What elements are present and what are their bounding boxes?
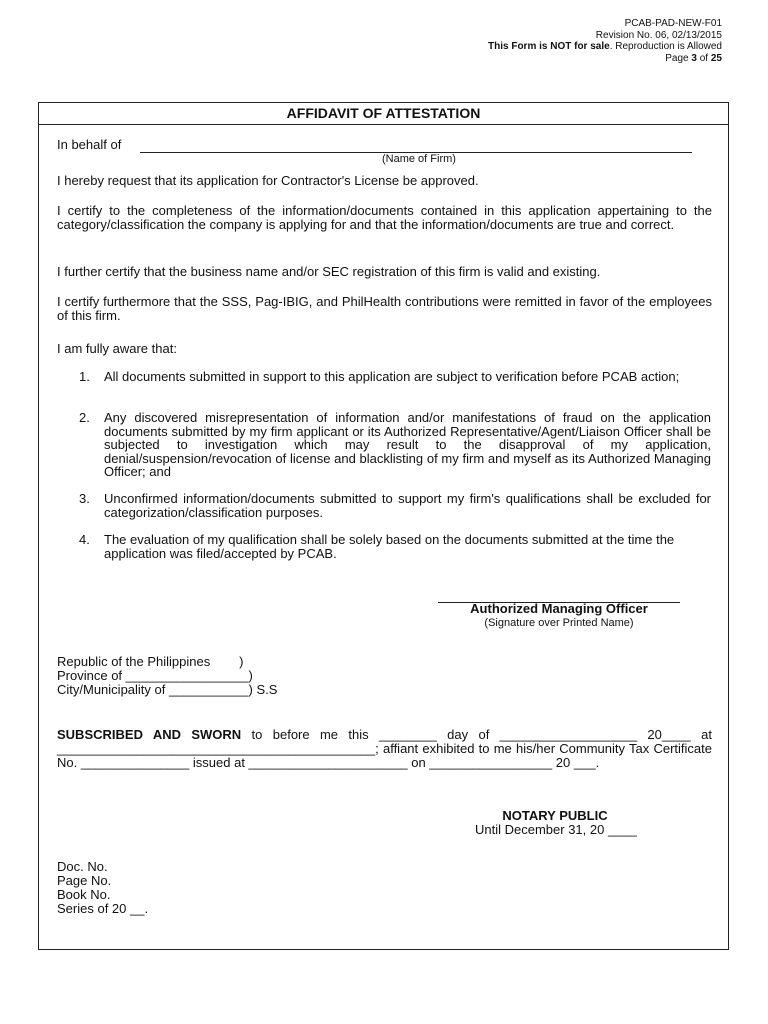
completeness-paragraph: I certify to the completeness of the information/documents contained in this application appertaining to the category/classification the company is applying for and that the information/documents are true and correct.	[57, 203, 712, 233]
venue-city: City/Municipality of ___________) S.S	[57, 682, 278, 697]
list-item-text: Unconfirmed information/documents submitted to support my firm's qualifications shall be excluded for categorization/classification purposes.	[104, 491, 711, 521]
form-code: PCAB-PAD-NEW-F01	[624, 18, 722, 29]
firm-name-caption: (Name of Firm)	[382, 153, 456, 165]
request-paragraph: I hereby request that its application for Contractor's License be approved.	[57, 173, 479, 188]
list-item-text: All documents submitted in support to this application are subject to verification before PCAB action;	[104, 369, 680, 384]
sale-notice-bold: This Form is NOT for sale	[488, 41, 610, 52]
affidavit-title: AFFIDAVIT OF ATTESTATION	[39, 103, 728, 125]
page-current: 3	[691, 52, 697, 64]
list-item-text: The evaluation of my qualification shall be solely based on the documents submitted at the time the application was filed/accepted by PCAB.	[104, 532, 675, 562]
list-item-number: 4.	[79, 532, 90, 547]
page-sep: of	[696, 52, 711, 64]
page-indicator	[488, 53, 722, 65]
list-item-text: Any discovered misrepresentation of information and/or manifestations of fraud on the application documents submitted by my firm applicant or its Authorized Representative/Agent/Liaison Officer shall be subjected to investigation which may result to the disapproval of my application, denial/suspension/revocation of license and blacklisting of my firm and myself as its Authorized Managing Officer; and	[104, 410, 711, 480]
list-item-number: 2.	[79, 410, 90, 425]
notary-commission: Until December 31, 20 ____	[475, 822, 637, 837]
list-item-number: 1.	[79, 369, 90, 384]
revision-number: Revision No. 06, 02/13/2015	[595, 29, 722, 41]
officer-title: Authorized Managing Officer	[470, 601, 648, 616]
jurat-text: to before me this ________ day of ___________________ 20____ at ____________________________________________; affiant exhibited to me his/her Community Tax Certificate No. _______________ issued at ______________________ on _________________ 20 ___.	[57, 727, 712, 771]
list-item-number: 3.	[79, 491, 90, 506]
behalf-label: In behalf of	[57, 137, 122, 152]
contributions-paragraph: I certify furthermore that the SSS, Pag-IBIG, and PhilHealth contributions were remitted in favor of the employees of this firm.	[57, 294, 712, 324]
page-total: 25	[710, 52, 722, 64]
notary-title: NOTARY PUBLIC	[502, 808, 608, 823]
registration-paragraph: I further certify that the business name and/or SEC registration of this firm is valid and existing.	[57, 264, 601, 279]
sale-notice-rest: . Reproduction is Allowed	[609, 41, 722, 52]
doc-number: Doc. No.	[57, 859, 108, 874]
page-prefix: Page	[665, 52, 692, 64]
book-number: Book No.	[57, 887, 111, 902]
affidavit-box	[38, 102, 729, 950]
jurat-bold: SUBSCRIBED AND SWORN	[57, 727, 242, 742]
form-header	[488, 18, 722, 64]
sale-notice	[488, 41, 722, 53]
page-number: Page No.	[57, 873, 112, 888]
officer-caption: (Signature over Printed Name)	[484, 617, 634, 629]
venue-province: Province of _________________)	[57, 668, 253, 683]
series-year: Series of 20 __.	[57, 901, 149, 916]
venue-country: Republic of the Philippines )	[57, 654, 244, 669]
jurat-paragraph	[57, 728, 712, 771]
aware-heading: I am fully aware that:	[57, 341, 177, 356]
